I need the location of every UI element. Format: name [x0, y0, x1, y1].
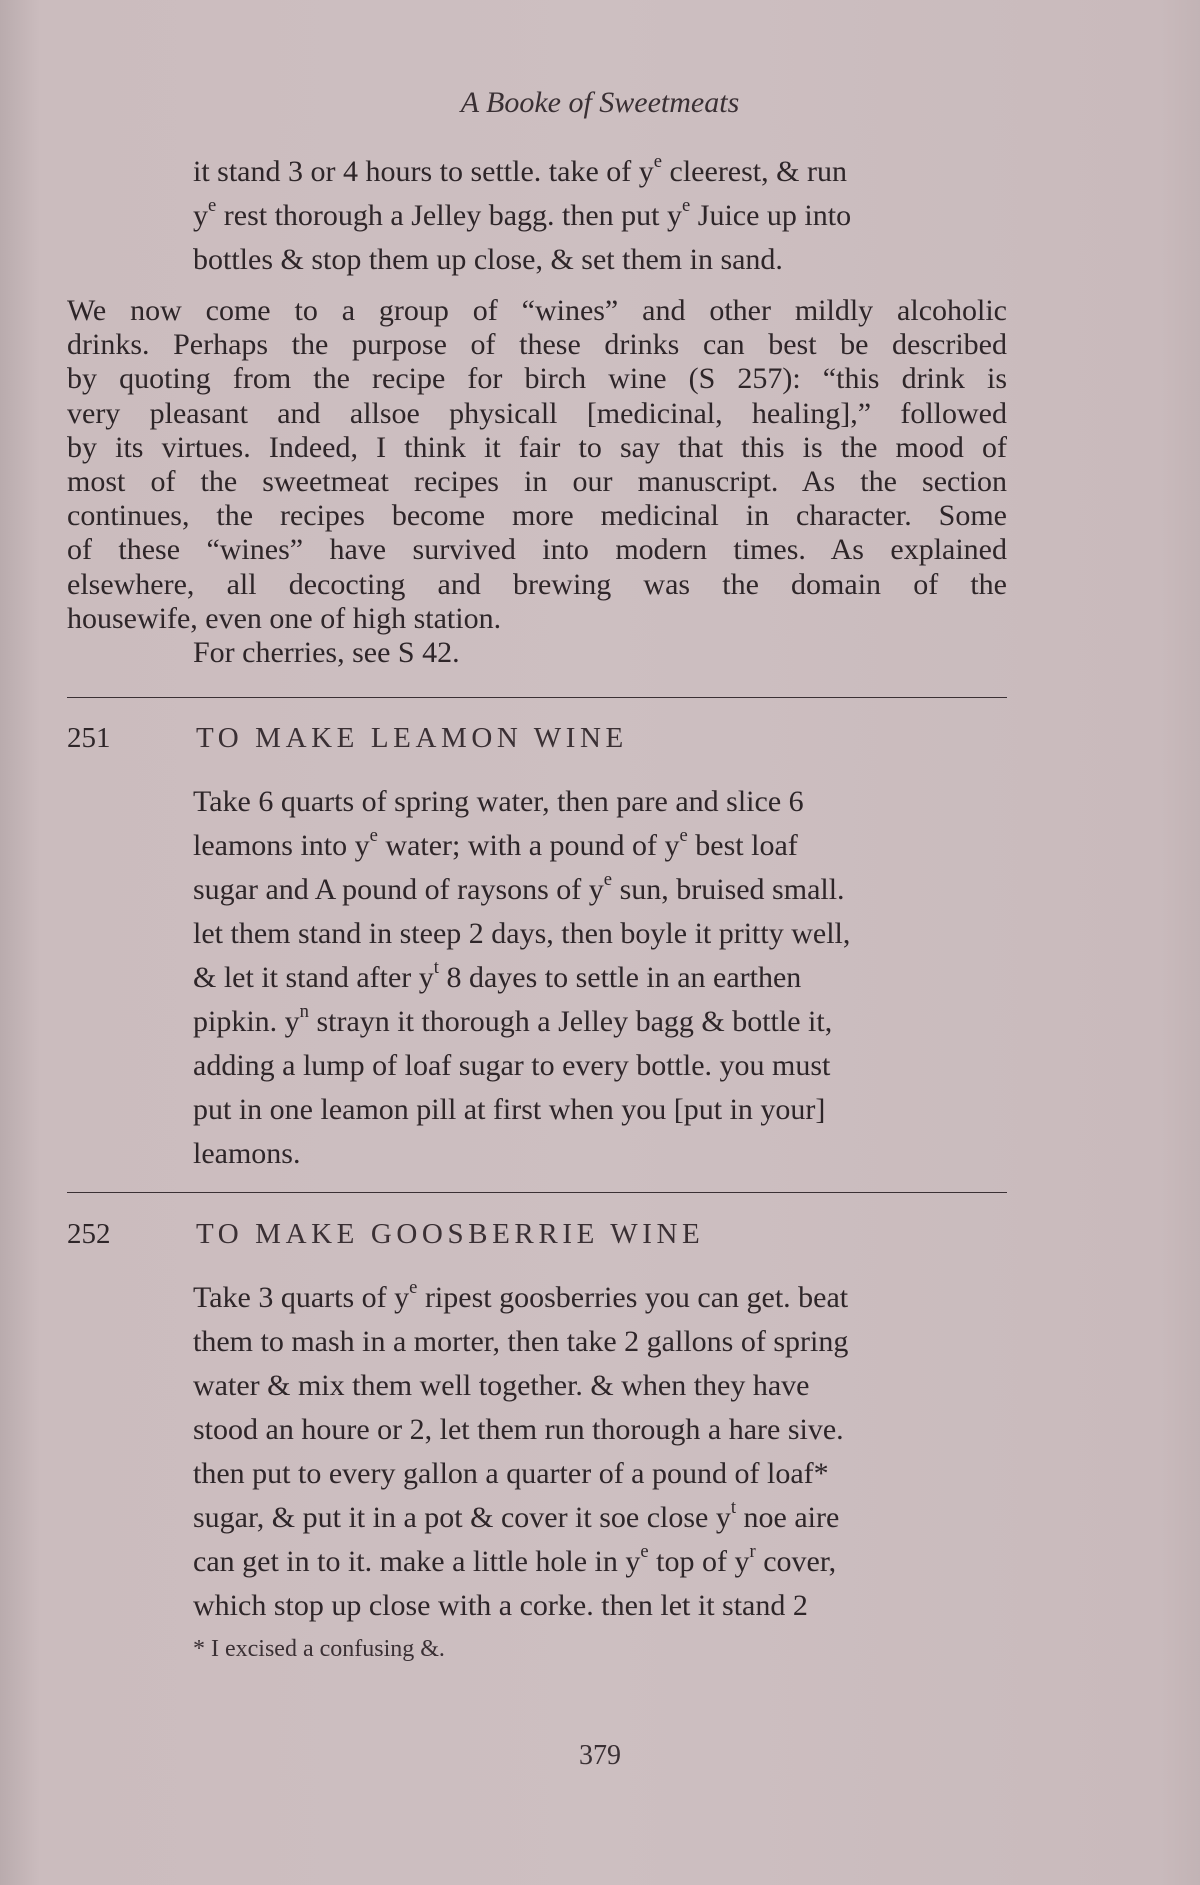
- prose-line: by quoting from the recipe for birch wine (S 257): “this drink is: [67, 362, 1007, 396]
- prose-line: most of the sweetmeat recipes in our manuscript. As the section: [67, 465, 1007, 499]
- recipe-title: TO MAKE LEAMON WINE: [196, 722, 628, 754]
- recipe-line: & let it stand after $y^t$ 8 dayes to settle in an earthen: [193, 957, 802, 994]
- recipe-line: put in one leamon pill at first when you [put in your]: [193, 1093, 826, 1126]
- continued-recipe: [193, 150, 1013, 282]
- recipe-text: [193, 780, 1013, 1176]
- recipe-line: pipkin. $y^n$ strayn it thorough a Jelley bagg & bottle it,: [193, 1001, 833, 1038]
- footnote: * I excised a confusing &.: [193, 1636, 445, 1662]
- commentary-paragraph: [67, 294, 1007, 670]
- recipe-line: Take 6 quarts of spring water, then pare and slice 6: [193, 785, 804, 818]
- prose-line: of these “wines” have survived into modern times. As explained: [67, 533, 1007, 567]
- recipe-line: leamons.: [193, 1137, 301, 1170]
- prose-line: elsewhere, all decocting and brewing was the domain of the: [67, 567, 1007, 601]
- page-number: 379: [579, 1740, 621, 1771]
- prose-line: We now come to a group of “wines” and other mildly alcoholic: [67, 294, 1007, 327]
- recipe-number: 252: [67, 1218, 111, 1250]
- recipe-number: 251: [67, 722, 111, 754]
- recipe-line: adding a lump of loaf sugar to every bottle. you must: [193, 1049, 831, 1082]
- recipe-line: then put to every gallon a quarter of a pound of loaf*: [193, 1457, 829, 1490]
- recipe-line: leamons into $y^e$ water; with a pound of $y^e$ best loaf: [193, 825, 798, 862]
- recipe-line: water & mix them well together. & when they have: [193, 1369, 810, 1402]
- recipe-line: them to mash in a morter, then take 2 gallons of spring: [193, 1325, 849, 1358]
- prose-line: by its virtues. Indeed, I think it fair to say that this is the mood of: [67, 430, 1007, 464]
- recipe-line: which stop up close with a corke. then let it stand 2: [193, 1589, 808, 1622]
- recipe-line: sugar and A pound of raysons of $y^e$ sun, bruised small.: [193, 869, 845, 906]
- recipe-title: TO MAKE GOOSBERRIE WINE: [196, 1218, 705, 1250]
- recipe-line: can get in to it. make a little hole in $y^e$ top of $y^r$ cover,: [193, 1541, 837, 1578]
- prose-line: drinks. Perhaps the purpose of these drinks can best be described: [67, 328, 1007, 362]
- section-divider: [67, 697, 1007, 698]
- prose-line: very pleasant and allsoe physicall [medicinal, healing],” followed: [67, 396, 1007, 430]
- prose-line: housewife, even one of high station.: [67, 601, 502, 635]
- prose-line: continues, the recipes become more medicinal in character. Some: [67, 499, 1007, 533]
- recipe-line: bottles & stop them up close, & set them in sand.: [193, 243, 783, 276]
- recipe-line: it stand 3 or 4 hours to settle. take of $y^e$ cleerest, & run: [193, 151, 847, 188]
- recipe-text: [193, 1276, 1013, 1628]
- recipe-line: sugar, & put it in a pot & cover it soe close $y^t$ noe aire: [193, 1497, 840, 1534]
- recipe-line: Take 3 quarts of $y^e$ ripest goosberries you can get. beat: [193, 1277, 849, 1314]
- running-head: A Booke of Sweetmeats: [460, 86, 740, 119]
- recipe-line: stood an houre or 2, let them run thorough a hare sive.: [193, 1413, 844, 1446]
- section-divider: [67, 1192, 1007, 1193]
- recipe-line: let them stand in steep 2 days, then boyle it pritty well,: [193, 917, 851, 950]
- cross-reference-note: For cherries, see S 42.: [193, 636, 460, 670]
- recipe-line: $y^e$ rest thorough a Jelley bagg. then put $y^e$ Juice up into: [193, 195, 852, 232]
